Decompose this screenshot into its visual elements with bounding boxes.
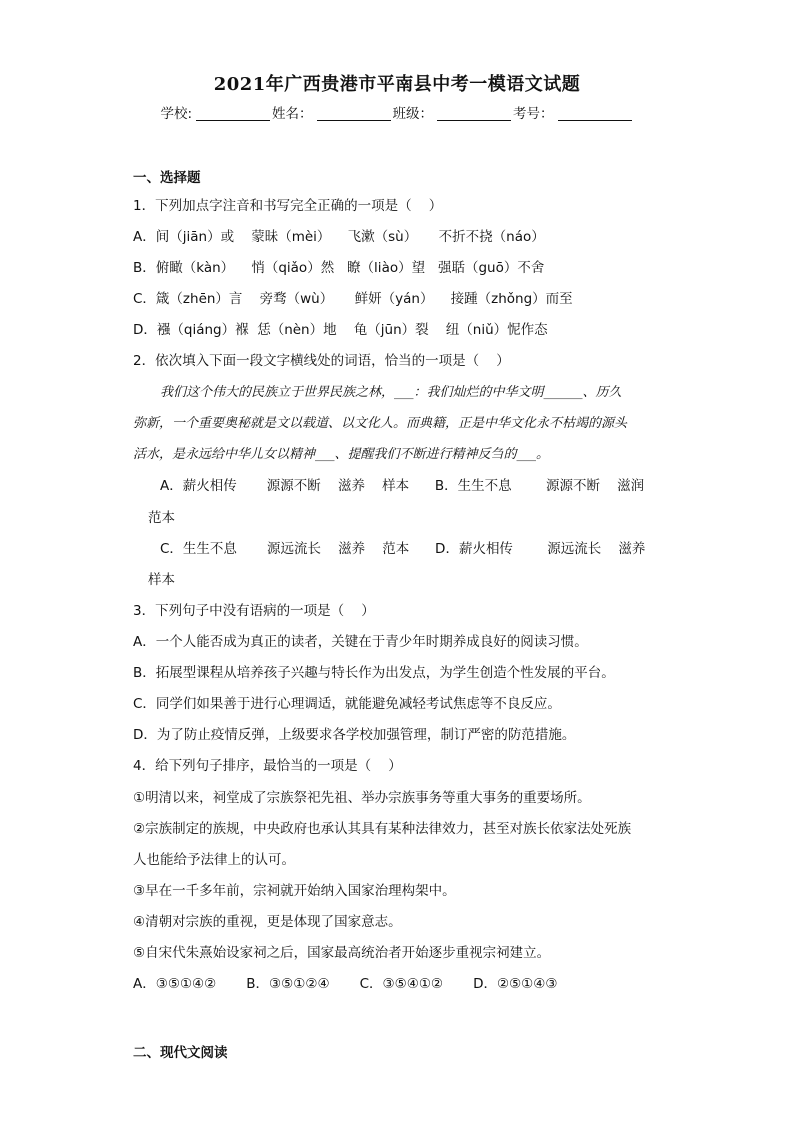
section-heading-2: 二、现代文阅读 (133, 1045, 228, 1061)
q2-passage-line-3: 活水，是永远给中华儿女以精神___、提醒我们不断进行精神反刍的___。 (133, 447, 550, 462)
q4-sentence-3: ③早在一千多年前，宗祠就开始纳入国家治理构架中。 (133, 883, 456, 899)
q4-sentence-2-wrap: 人也能给予法律上的认可。 (133, 852, 295, 868)
q4-sentence-2: ②宗族制定的族规，中央政府也承认其具有某种法律效力，甚至对族长依家法处死族 (133, 821, 632, 837)
q3-option-b: B．拓展型课程从培养孩子兴趣与特长作为出发点，为学生创造个性发展的平台。 (133, 665, 615, 681)
q1-option-a: A．间（jiān）或 蒙昧（mèi） 飞漱（sù） 不折不挠（náo） (133, 229, 545, 245)
q1-stem: 1．下列加点字注音和书写完全正确的一项是（ ） (133, 198, 443, 214)
q2-passage-line-1: 我们这个伟大的民族立于世界民族之林，___：我们灿烂的中华文明______、历久 (160, 385, 622, 400)
q2-passage-line-2: 弥新，一个重要奥秘就是文以载道、以文化人。而典籍，正是中华文化永不枯竭的源头 (133, 416, 628, 431)
q2-stem: 2．依次填入下面一段文字横线处的词语，恰当的一项是（ ） (133, 353, 510, 369)
q3-option-c: C．同学们如果善于进行心理调适，就能避免减轻考试焦虑等不良反应。 (133, 696, 561, 712)
name-blank[interactable] (317, 106, 391, 121)
q2-options-ab-wrap: 范本 (148, 510, 175, 526)
q4-sentence-5: ⑤自宋代朱熹始设家祠之后，国家最高统治者开始逐步重视宗祠建立。 (133, 945, 551, 961)
q2-options-cd: C．生生不息 源远流长 滋养 范本 D．薪火相传 源远流长 滋养 (160, 541, 646, 557)
number-label: 考号： (513, 106, 554, 122)
q1-option-d: D．襁（qiáng）褓 恁（nèn）地 龟（jūn）裂 纽（niǔ）怩作态 (133, 322, 548, 338)
q2-options-ab: A．薪火相传 源源不断 滋养 样本 B．生生不息 源源不断 滋润 (160, 478, 645, 494)
q4-stem: 4．给下列句子排序，最恰当的一项是（ ） (133, 758, 402, 774)
student-info-line (0, 102, 794, 122)
q4-sentence-1: ①明清以来，祠堂成了宗族祭祀先祖、举办宗族事务等重大事务的重要场所。 (133, 790, 591, 806)
q4-options: A．③⑤①④② B．③⑤①②④ C．③⑤④①② D．②⑤①④③ (133, 976, 558, 992)
school-label: 学校: (160, 106, 193, 122)
q3-stem: 3．下列句子中没有语病的一项是（ ） (133, 603, 375, 619)
name-label: 姓名： (272, 106, 313, 122)
q3-option-d: D．为了防止疫情反弹，上级要求各学校加强管理，制订严密的防范措施。 (133, 727, 576, 743)
class-blank[interactable] (437, 106, 511, 121)
number-blank[interactable] (558, 106, 632, 121)
q3-option-a: A．一个人能否成为真正的读者，关键在于青少年时期养成良好的阅读习惯。 (133, 634, 588, 650)
q4-sentence-4: ④清朝对宗族的重视，更是体现了国家意志。 (133, 914, 402, 930)
q2-options-cd-wrap: 样本 (148, 572, 175, 588)
section-heading-1: 一、选择题 (133, 170, 201, 186)
page-title: 2021年广西贵港市平南县中考一模语文试题 (213, 74, 581, 95)
class-label: 班级： (392, 106, 434, 122)
q1-option-c: C．箴（zhēn）言 旁骛（wù） 鲜妍（yán） 接踵（zhǒng）而至 (133, 291, 573, 307)
q1-option-b: B．俯瞰（kàn） 悄（qiǎo）然 瞭（liào）望 强聒（guō）不舍 (133, 260, 545, 276)
school-blank[interactable] (196, 106, 270, 121)
